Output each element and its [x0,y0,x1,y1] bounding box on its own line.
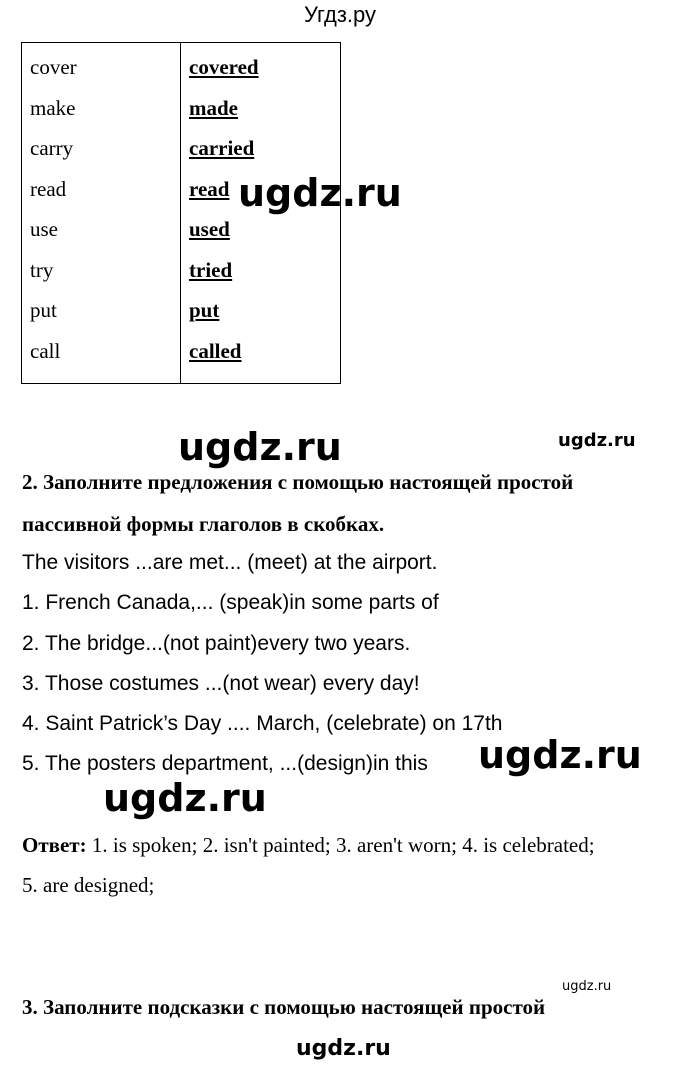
watermark: ugdz.ru [103,776,267,820]
watermark: ugdz.ru [478,733,642,777]
task2-title-line1: 2. Заполните предложения с помощью настоящей простой [22,470,574,494]
answer-verb: called [189,338,242,363]
base-verb: try [30,257,54,282]
answer-verb: tried [189,257,233,282]
exercise-item: 2. The bridge...(not paint)every two years. [22,632,411,655]
answer-verb: made [189,95,238,120]
site-title: Угдз.ру [303,2,377,27]
base-verb: use [30,217,58,241]
watermark: ugdz.ru [558,430,636,451]
exercise-item: 3. Those costumes ...(not wear) every day! [22,672,420,695]
watermark: ugdz.ru [178,425,342,469]
task2-title-line2: пассивной формы глаголов в скобках. [22,512,385,536]
answer-label: Ответ: [22,833,87,857]
watermark: ugdz.ru [238,171,402,215]
exercise-item: 5. The posters department, ...(design)in this [22,752,428,775]
answer-verb: put [189,298,220,322]
base-verb: read [30,176,67,201]
base-verb: carry [30,136,74,160]
answer-line2: 5. are designed; [22,873,155,897]
answer-verb: used [189,217,230,241]
watermark: ugdz.ru [296,1036,391,1061]
base-verb: cover [30,55,77,79]
task3-title: 3. Заполните подсказки с помощью настоящей простой [22,995,546,1019]
answer-verb: covered [189,55,259,79]
exercise-item: 1. French Canada,... (speak)in some parts of [22,591,439,614]
answer-verb: carried [189,136,255,160]
base-form-column [22,43,181,384]
base-verb: call [30,338,61,363]
answer-line1 [22,833,595,857]
watermark: ugdz.ru [562,979,612,994]
answer-text: 1. is spoken; 2. isn't painted; 3. aren't worn; 4. is celebrated; [86,833,595,857]
exercise-item: 4. Saint Patrick’s Day .... March, (celebrate) on 17th [22,712,503,735]
base-verb: make [30,95,76,120]
example-sentence: The visitors ...are met... (meet) at the airport. [22,551,438,574]
base-verb: put [30,298,57,322]
answer-verb: read [189,176,230,201]
